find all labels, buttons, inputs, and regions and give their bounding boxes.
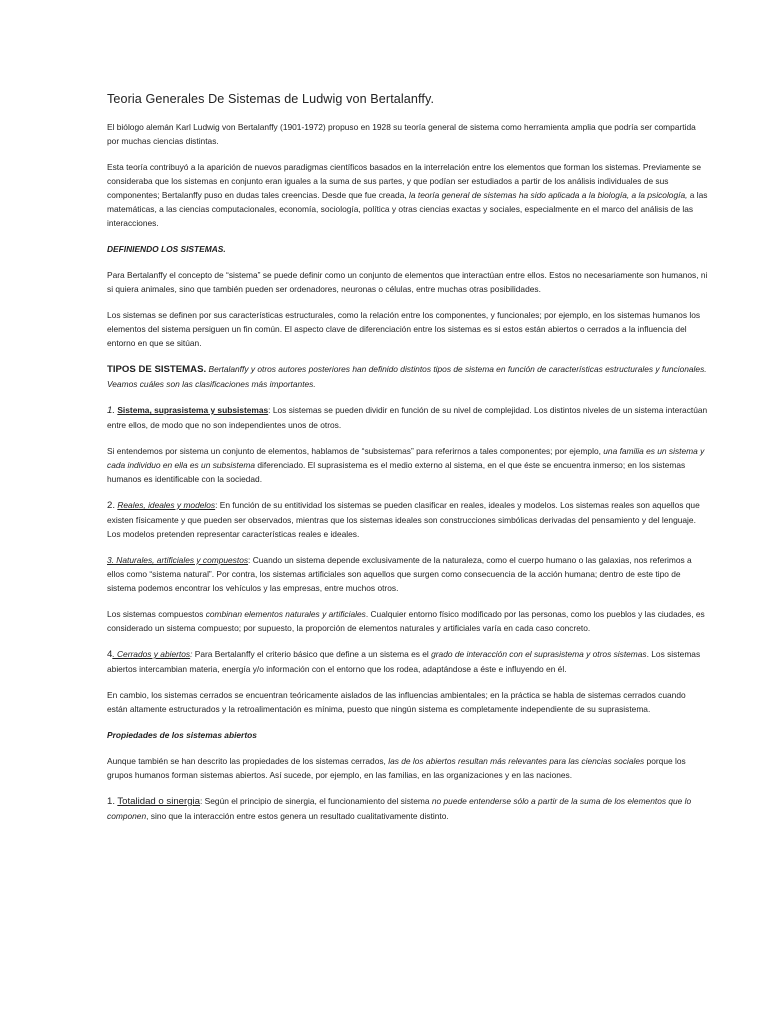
- section-heading: Sistema, suprasistema y subsistemas: [117, 405, 269, 415]
- paragraph-characteristics: Los sistemas se definen por sus características estructurales, como la relación entre los componentes, y funcionales; por ejemplo, en los sistemas humanos los elementos del sistema persiguen un fin común. El aspecto clave de diferenciación entre los sistemas es si estos están abiertos o cerrados a la influencia del entorno en que se sitúan.: [107, 310, 701, 348]
- section-heading: Totalidad o sinergia: [117, 796, 201, 807]
- text-span: a las matemáticas, a las ciencias computacionales, economía, sociología, política y otras ciencias exactas y sociales, especialmente en el marco del análisis de las interacciones.: [107, 190, 708, 228]
- heading-tipos: TIPOS DE SISTEMAS.: [107, 364, 207, 375]
- italic-span: una familia es un sistema y cada individuo en ella es un subsistema: [107, 446, 705, 470]
- italic-span: Bertalanffy y otros autores posteriores han definido distintos tipos de sistema en función de características estructurales y funcionales. Veamos cuáles son las clasificaciones más importantes.: [107, 364, 707, 389]
- paragraph-tipos: [107, 362, 708, 391]
- heading-propiedades: Propiedades de los sistemas abiertos: [107, 730, 257, 740]
- section-number: 4: [107, 649, 113, 660]
- section-number: 1.: [107, 796, 116, 807]
- heading-definiendo: DEFINIENDO LOS SISTEMAS.: [107, 244, 226, 254]
- text-span: diferenciado. El suprasistema es el medio externo al sistema, en el que éste se encuentra inmerso; en los sistemas humanos es identificable con la sociedad.: [107, 460, 686, 484]
- text-span: porque los grupos humanos forman sistemas abiertos. Así sucede, por ejemplo, en las familias, en las organizaciones y en las naciones.: [107, 756, 686, 780]
- section-number: 2.: [107, 500, 116, 511]
- section-1: [107, 403, 708, 432]
- text-span: : Según el principio de sinergia, el funcionamiento del sistema: [200, 796, 432, 806]
- text-span: . Los sistemas abiertos intercambian materia, energía y/o información con el entorno que los rodea, adaptándose a éste e influyendo en él.: [107, 649, 701, 674]
- section-4: [107, 647, 708, 676]
- paragraph-intro: El biólogo alemán Karl Ludwig von Bertalanffy (1901-1972) propuso en 1928 su teoría general de sistema como herramienta amplia que podría ser compartida por muchas ciencias distintas.: [107, 122, 696, 146]
- section-2: [107, 498, 708, 541]
- paragraph-compuestos: [107, 607, 708, 635]
- text-span: Si entendemos por sistema un conjunto de elementos, hablamos de “subsistemas” para referirnos a tales componentes; por ejemplo,: [107, 446, 604, 456]
- italic-span: las de los abiertos resultan más relevantes para las ciencias sociales: [388, 756, 645, 766]
- text-span: : Cuando un sistema depende exclusivamente de la naturaleza, como el cuerpo humano o las galaxias, nos referimos a ellos como “sistema natural”. Por contra, los sistemas artificiales son aquellos que surgen como consecuencia de la acción humana; dentro de este tipo de sistema podemos encontrar los vehículos y las empresas, entre muchos otros.: [107, 555, 692, 593]
- text-span: : En función de su entitividad los sistemas se pueden clasificar en reales, ideales y modelos. Los sistemas reales son aquellos que existen físicamente y que pueden ser observados, mientras que los sistemas ideales son construcciones simbólicas derivadas del pensamiento y del lenguaje. Los modelos pretenden representar características reales e ideales.: [107, 500, 700, 539]
- section-heading: . Cerrados y abiertos: [112, 649, 191, 659]
- text-span: Esta teoría contribuyó a la aparición de nuevos paradigmas científicos basados en la interrelación entre los elementos que forman los sistemas. Previamente se consideraba que los sistemas en conjunto eran iguales a la suma de sus partes, y que podían ser estudiados a partir de los análisis individuales de sus componentes; Bertalanffy puso en dudas tales creencias. Desde que fue creada,: [107, 162, 702, 200]
- italic-span: no puede entenderse sólo a partir de la suma de los elementos que lo componen: [107, 796, 692, 821]
- section-number: 1.: [107, 405, 116, 416]
- text-span: :: [190, 649, 193, 659]
- text-span: Los sistemas compuestos: [107, 609, 206, 619]
- text-span: Aunque también se han descrito las propiedades de los sistemas cerrados,: [107, 756, 389, 766]
- italic-span: grado de interacción con el suprasistema y otros sistemas: [431, 649, 647, 659]
- paragraph-propiedades: [107, 754, 708, 782]
- paragraph-totalidad: [107, 794, 708, 823]
- text-span: , sino que la interacción entre estos genera un resultado cualitativamente distinto.: [146, 811, 449, 821]
- text-span: : Los sistemas se pueden dividir en función de su nivel de complejidad. Los distintos niveles de un sistema interactúan entre ellos, de modo que no son independientes unos de otros.: [107, 405, 708, 430]
- text-span: . Cualquier entorno físico modificado por las personas, como los pueblos y las ciudades, es considerado un sistema compuesto; por supuesto, la proporción de elementos naturales y artificiales varía en cada caso concreto.: [107, 609, 705, 633]
- italic-span: la teoría general de sistemas ha sido aplicada a la biología, a la psicología,: [409, 190, 688, 200]
- italic-span: combinan elementos naturales y artificiales: [205, 609, 366, 619]
- section-heading: Reales, ideales y modelos: [117, 500, 216, 510]
- paragraph-cerrados: En cambio, los sistemas cerrados se encuentran teóricamente aislados de las influencias ambientales; en la práctica se habla de sistemas cerrados cuando están altamente estructurados y la retroalimentación es mínima, puesto que ningún sistema es completamente independiente de su suprasistema.: [107, 690, 686, 714]
- section-heading: 3. Naturales, artificiales y compuestos: [107, 555, 249, 565]
- paragraph-subsystems: [107, 444, 708, 486]
- text-span: Para Bertalanffy el criterio básico que define a un sistema es el: [192, 649, 432, 659]
- section-3: [107, 553, 708, 595]
- document-title: Teoria Generales De Sistemas de Ludwig von Bertalanffy.: [107, 92, 435, 106]
- paragraph-contribution: [107, 160, 708, 230]
- paragraph-definition: Para Bertalanffy el concepto de “sistema” se puede definir como un conjunto de elementos que interactúan entre ellos. Estos no necesariamente son humanos, ni si quiera animales, sino que también pueden ser ordenadores, neuronas o células, entre muchas otras posibilidades.: [107, 270, 708, 294]
